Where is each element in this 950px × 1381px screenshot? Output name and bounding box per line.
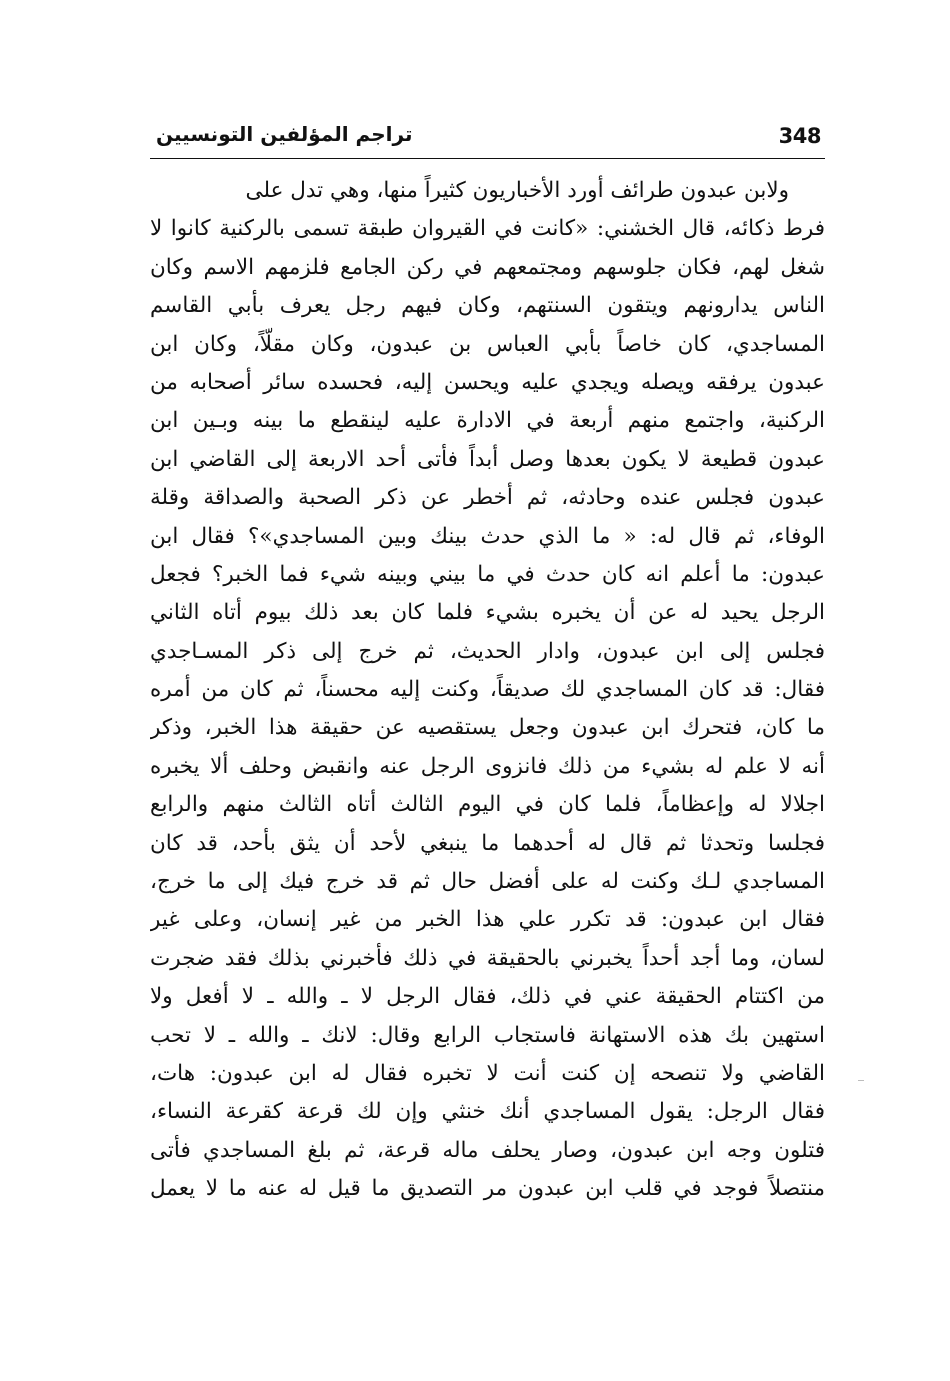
text-line: المساجدي لـك وكنت له على أفضل حال ثم قد خرج فيك إلى ما خرج، — [150, 869, 825, 895]
margin-mark — [858, 1080, 864, 1081]
header-rule — [150, 158, 825, 159]
text-line: عبدون قطيعة لا يكون بعدها وصل أبداً فأتى أحد الاربعة إلى القاضي ابن — [150, 446, 825, 472]
text-line: عبدون يرفقه ويصله ويجدي عليه ويحسن إليه، فحسده سائر أصحابه من — [150, 369, 825, 395]
text-line: الركنية، واجتمع منهم أربعة في الادارة عليه لينقطع ما بينه وبـين ابن — [150, 408, 825, 434]
text-line: ما كان، فتحرك ابن عبدون وجعل يستقصيه عن حقيقة هذا الخبر، وذكر — [150, 715, 825, 741]
text-line: عبدون فجلس عنده وحادثه، ثم أخطر عن ذكر الصحبة والصداقة وقلة — [150, 485, 825, 511]
text-line: الوفاء، ثم قال له: « ما الذي حدث بينك وبين المساجدي»؟ فقال ابن — [150, 523, 825, 549]
text-line: المساجدي، كان خاصاً بأبي العباس بن عبدون، وكان مقلّاً، وكان ابن — [150, 331, 825, 357]
text-line: فقال: قد كان المساجدي لك صديقاً، وكنت إليه محسناً، ثم كان من أمره — [150, 677, 825, 703]
text-line: فجلس إلى ابن عبدون، وادار الحديث، ثم خرج إلى ذكر المسـاجدي — [150, 638, 825, 664]
running-head — [150, 118, 825, 158]
text-line: فتلون وجه ابن عبدون، وصار يحلف ماله قرعة، ثم بلغ المساجدي فأتى — [150, 1137, 825, 1163]
text-line: أنه لا علم له بشيء من ذلك فانزوى الرجل عنه وانقبض وحلف ألا يخبره — [150, 753, 825, 779]
text-line: استهين بك هذه الاستهانة فاستجاب الرابع وقال: لانك ـ والله ـ لا تحب — [150, 1022, 825, 1048]
text-line: فقال الرجل: يقول المساجدي أنك خنثي وإن لك قرعة كقرعة النساء، — [150, 1099, 825, 1125]
text-line: ولابن عبدون طرائف أورد الأخباريون كثيراً منها، وهي تدل على — [245, 178, 789, 203]
page-number: 348 — [778, 124, 821, 148]
text-line: الناس يدارونهم ويتقون السنتهم، وكان فيهم رجل يعرف بأبي القاسم — [150, 293, 825, 319]
book-title: تراجم المؤلفين التونسيين — [156, 122, 413, 146]
text-line: لسان، وما أجد أحداً يخبرني بالحقيقة في ذلك فأخبرني بذلك فقد ضجرت — [150, 945, 825, 971]
text-line: من اكتتام الحقيقة عني في ذلك، فقال الرجل لا ـ والله ـ لا أفعل ولا — [150, 984, 825, 1010]
text-line: شغل لهم، فكان جلوسهم ومجتمعهم في ركن الجامع فلزمهم الاسم وكان — [150, 254, 825, 280]
text-line: القاضي ولا تنصحه إن كنت أنت لا تخبره فقال له ابن عبدون: هات، — [150, 1060, 825, 1086]
text-line: عبدون: ما أعلم انه كان حدث في ما بيني وبينه شيء فما الخبر؟ فجعل — [150, 561, 825, 587]
text-line: الرجل يحيد له عن أن يخبره بشيء فلما كان بعد ذلك بيوم أتاه الثاني — [150, 600, 825, 626]
body-text — [150, 172, 825, 1209]
text-line: فرط ذكائه، قال الخشني: «كانت في القيروان طبقة تسمى بالركنية كانوا لا — [150, 216, 825, 242]
text-line: فجلسا وتحدثا ثم قال له أحدهما ما ينبغي لأحد أن يثق بأحد، قد كان — [150, 830, 825, 856]
text-line: منتصلاً فوجد في قلب ابن عبدون مر التصديق ما قيل له عنه ما لا يعمل — [150, 1176, 825, 1202]
text-line: اجلالا له وإعظاماً، فلما كان في اليوم الثالث أتاه الثالث منهم والرابع — [150, 792, 825, 818]
text-line: فقال ابن عبدون: قد تكرر علي هذا الخبر من غير إنسان، وعلى غير — [150, 907, 825, 933]
